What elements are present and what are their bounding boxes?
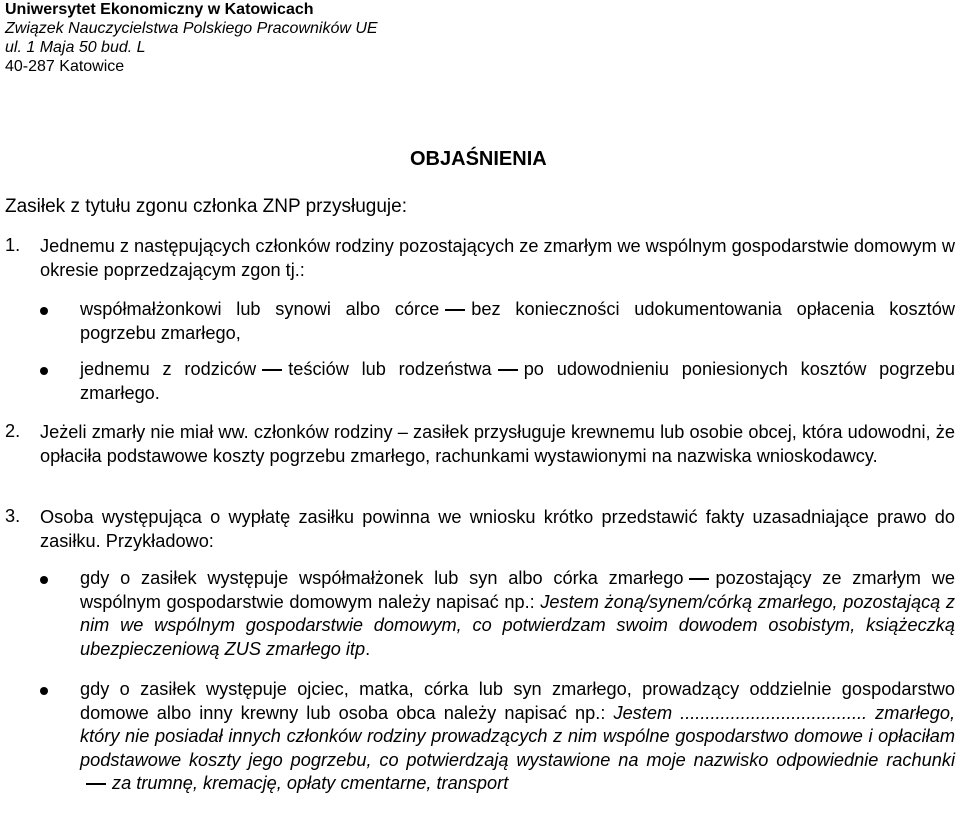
bullet-1-1: współmałżonkowi lub synowi albo córce bez konieczności udokumentowania opłacenia kosztów pogrzebu zmarłego, [80, 299, 955, 343]
item-1-number: 1. [5, 235, 21, 255]
dash [498, 369, 518, 371]
item-3-number: 3. [5, 506, 21, 526]
header-union: Związek Nauczycielstwa Polskiego Pracowników UE [5, 20, 378, 37]
header-street: ul. 1 Maja 50 bud. L [5, 39, 146, 56]
item-1-text: Jednemu z następujących członków rodziny pozostających ze zmarłym we wspólnym gospodarstwie domowym w okresie poprzedzającym zgon tj.: [40, 236, 955, 280]
dash [445, 309, 465, 311]
item-2-number: 2. [5, 421, 21, 441]
header-city: 40-287 Katowice [5, 58, 125, 75]
dash [689, 578, 709, 580]
institution-header [5, 0, 378, 76]
header-university: Uniwersytet Ekonomiczny w Katowicach [5, 1, 314, 18]
page-title: OBJAŚNIENIA [410, 148, 547, 170]
item-2-text: Jeżeli zmarły nie miał ww. członków rodziny – zasiłek przysługuje krewnemu lub osobie obcej, która udowodni, że opłaciła podstawowe koszty pogrzebu zmarłego, rachunkami wystawionymi na nazwiska wnioskodawcy. [40, 422, 955, 466]
intro-text: Zasiłek z tytułu zgonu członka ZNP przysługuje: [5, 196, 407, 217]
dash [262, 369, 282, 371]
bullet-dot [40, 367, 48, 375]
dash [86, 783, 106, 785]
bullet-dot [40, 307, 48, 315]
bullet-3-2: gdy o zasiłek występuje ojciec, matka, córka lub syn zmarłego, prowadzący oddzielnie gospodarstwo domowe albo inny krewny lub osoba obca należy napisać np.: Jestem ..................................... zmarłego, który nie posiadał innych członków rodziny prowadzących z nim wspólne gospodarstwo domowe i opłaciłam podstawowe koszty jego pogrzebu, co potwierdzają wystawione na moje nazwisko odpowiednie rachunkiza trumnę, kremację, opłaty cmentarne, transport [80, 679, 956, 793]
bullet-1-2: jednemu z rodziców teściów lub rodzeństwa po udowodnieniu poniesionych kosztów pogrzebu zmarłego. [80, 359, 956, 403]
item-3-text: Osoba występująca o wypłatę zasiłku powinna we wniosku krótko przedstawić fakty uzasadniające prawo do zasiłku. Przykładowo: [40, 507, 955, 551]
bullet-3-1: gdy o zasiłek występuje współmałżonek lub syn albo córka zmarłego pozostający ze zmarłym we wspólnym gospodarstwie domowym należy napisać np.: Jestem żoną/synem/córką zmarłego, pozostającą z nim we wspólnym gospodarstwie domowym, co potwierdzam swoim dowodem osobistym, książeczką ubezpieczeniową ZUS zmarłego itp. [80, 568, 955, 659]
bullet-dot [40, 576, 48, 584]
bullet-dot [40, 687, 48, 695]
